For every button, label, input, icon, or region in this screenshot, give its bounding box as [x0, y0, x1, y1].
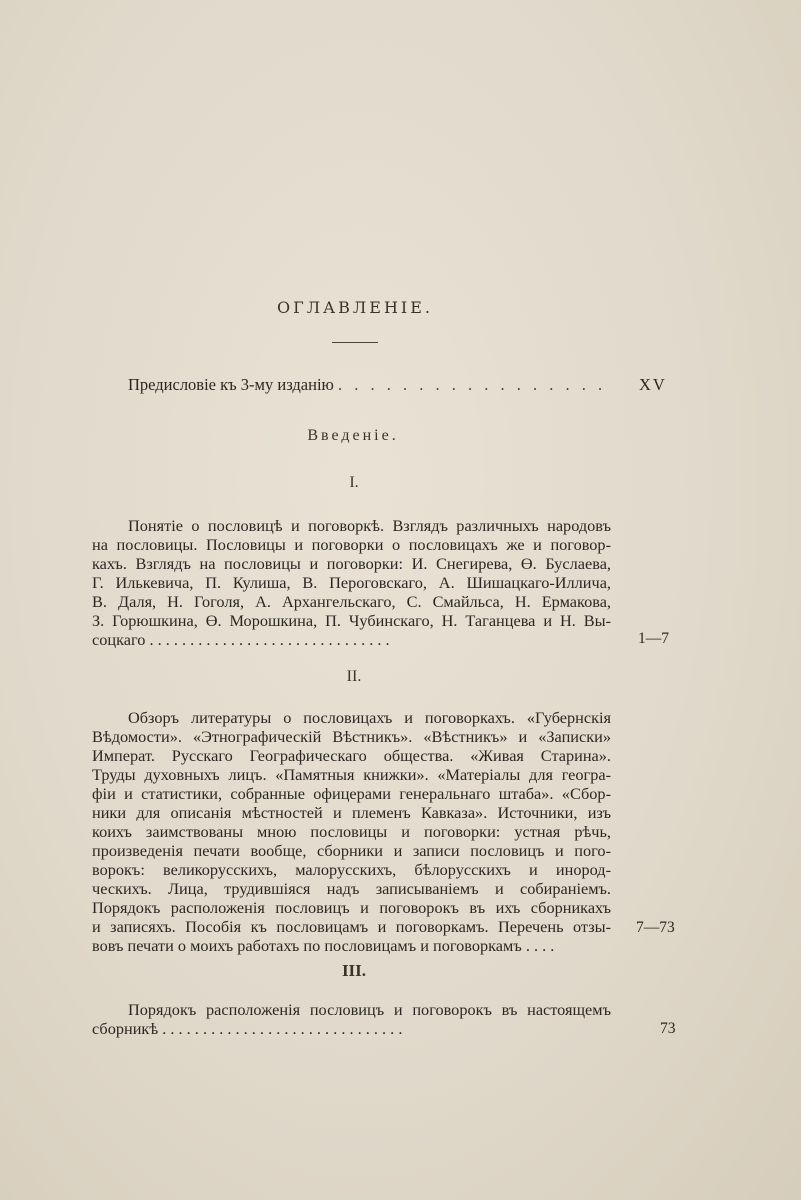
- section-numeral-1: I.: [349, 474, 359, 491]
- text-line: В. Даля, Н. Гоголя, А. Архангельскаго, С. Смайльса, Н. Ермакова,: [92, 592, 611, 611]
- page-title: ОГЛАВЛЕНIЕ.: [276, 298, 433, 317]
- text-line: на пословицы. Пословицы и поговорки о пословицахъ же и поговор-: [92, 535, 611, 554]
- section-2-page: 7—73: [636, 919, 675, 936]
- section-1-text: [92, 516, 611, 649]
- title-divider: [332, 342, 378, 343]
- section-3-text: [92, 1000, 611, 1038]
- section-numeral-3: III.: [341, 961, 367, 980]
- text-line: Императ. Русскаго Географическаго общества. «Живая Старина».: [92, 746, 611, 765]
- text-line: коихъ заимствованы мною пословицы и поговорки: устная рѣчь,: [92, 822, 611, 841]
- text-line: ники для описанiя мѣстностей и племенъ Кавказа». Источники, изъ: [92, 803, 611, 822]
- text-line: ческихъ. Лица, трудившiяся надъ записыванiемъ и собиранiемъ.: [92, 879, 611, 898]
- text-line: З. Горюшкина, Ө. Морошкина, П. Чубинскаго, Н. Таганцева и Н. Вы-: [92, 611, 611, 630]
- text-line: и записяхъ. Пособiя къ пословицамъ и поговоркамъ. Перечень отзы-: [92, 917, 611, 936]
- text-line: Г. Илькевича, П. Кулиша, В. Пероговскаго, А. Шишацкаго-Иллича,: [92, 573, 611, 592]
- preface-page-number: XV: [639, 375, 667, 394]
- text-line: Понятiе о пословицѣ и поговоркѣ. Взглядъ различныхъ народовъ: [128, 516, 611, 535]
- text-line: произведенiя печати вообще, сборники и записи пословицъ и пого-: [92, 841, 611, 860]
- text-line: фiи и статистики, собранные офицерами генеральнаго штаба». «Сбор-: [92, 784, 611, 803]
- text-line: Обзоръ литературы о пословицахъ и поговоркахъ. «Губернскiя: [128, 708, 611, 727]
- preface-leader-dots: . . . . . . . . . . . . . . . . .: [338, 375, 607, 394]
- introduction-heading: Введенiе.: [307, 427, 399, 444]
- preface-label: Предисловiе къ 3-му изданiю: [128, 375, 334, 394]
- toc-entry-preface: [128, 375, 612, 395]
- section-3-page: 73: [660, 1020, 676, 1037]
- section-2-text: [92, 708, 611, 955]
- text-line: соцкаго . . . . . . . . . . . . . . . . . . . . . . . . . . . . . .: [92, 630, 390, 649]
- text-line: вовъ печати о моихъ работахъ по пословицамъ и поговоркамъ . . . .: [92, 936, 555, 955]
- text-line: Вѣдомости». «Этнографическiй Вѣстникъ». «Вѣстникъ» и «Записки»: [92, 727, 611, 746]
- text-line: кахъ. Взглядъ на пословицы и поговорки: И. Снегирева, Ө. Буслаева,: [92, 554, 611, 573]
- text-line: ворокъ: великорусскихъ, малорусскихъ, бѣлорусскихъ и инород-: [92, 860, 611, 879]
- text-line: Порядокъ расположенiя пословицъ и поговорокъ въ ихъ сборникахъ: [92, 898, 611, 917]
- section-numeral-2: II.: [346, 668, 362, 685]
- text-line: сборникѣ . . . . . . . . . . . . . . . . . . . . . . . . . . . . . .: [92, 1019, 403, 1038]
- text-line: Порядокъ расположенiя пословицъ и поговорокъ въ настоящемъ: [128, 1000, 611, 1019]
- text-line: Труды духовныхъ лицъ. «Памятныя книжки». «Матерiалы для геогра-: [92, 765, 611, 784]
- section-1-page: 1—7: [638, 630, 669, 647]
